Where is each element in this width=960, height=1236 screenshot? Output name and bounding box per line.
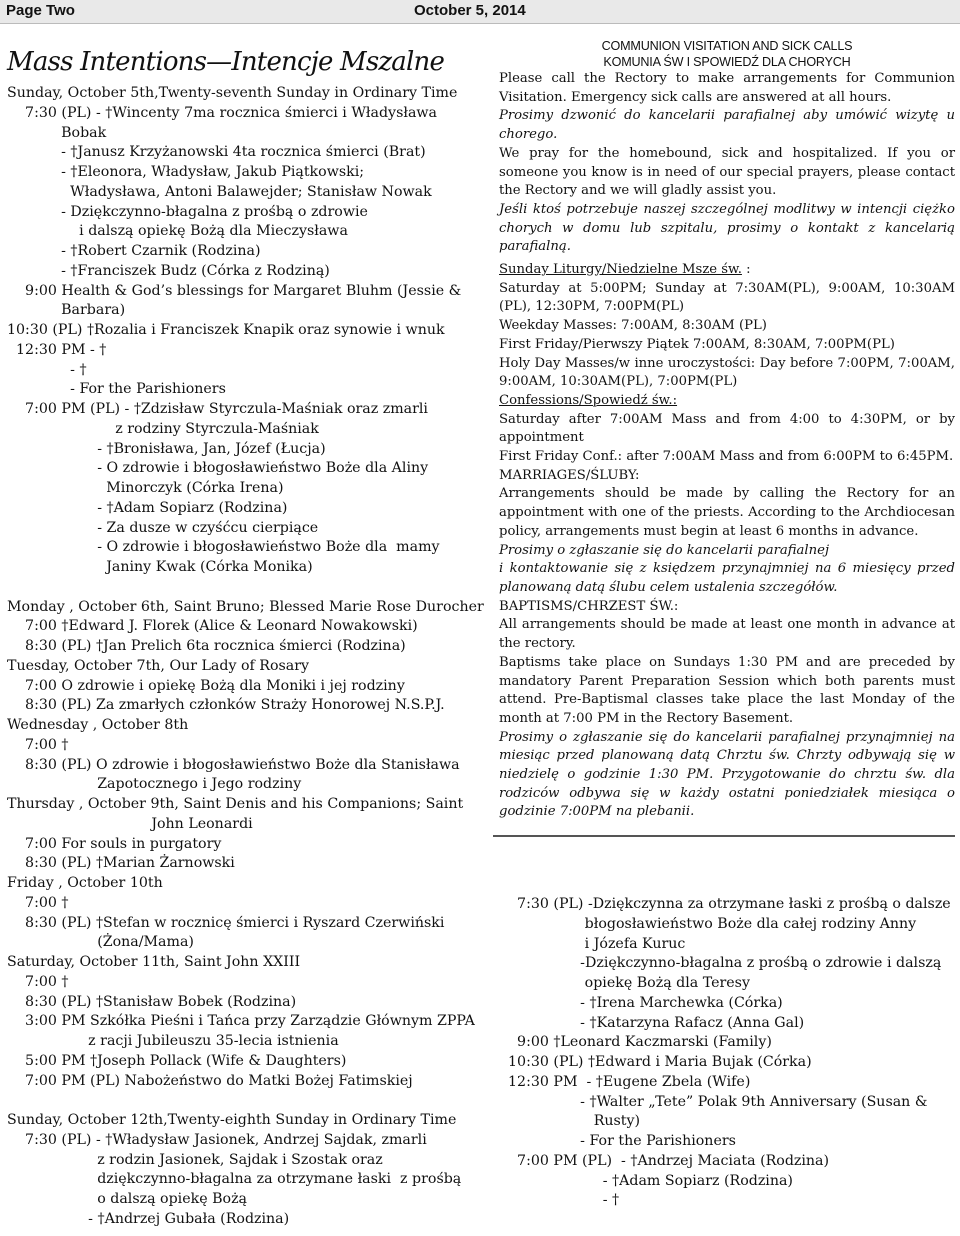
intention-line: 5:00 PM †Joseph Pollack (Wife & Daughters)	[7, 1052, 347, 1069]
intention-line: - †	[7, 361, 87, 378]
intention-line: 8:30 (PL) Za zmarłych członków Straży Honorowej N.S.P.J.	[7, 697, 445, 714]
weekday-masses: Weekday Masses: 7:00AM, 8:30AM (PL)	[499, 318, 767, 334]
intention-line: Janiny Kwak (Córka Monika)	[7, 559, 313, 575]
intention-line: - †Walter „Tete” Polak 9th Anniversary (Susan &	[499, 1093, 928, 1110]
intention-line: - †Robert Czarnik (Rodzina)	[7, 243, 261, 259]
intention-line: Bobak	[7, 124, 107, 141]
baptisms-text-2: Baptisms take place on Sundays 1:30 PM and are preceded by mandatory Parent Preparation Session which both parents must attend. Pre-Baptismal classes take place the last Monday of the month at 7:00 PM in the Rectory Basement.	[499, 654, 955, 726]
intention-line: 7:30 (PL) - †Władysław Jasionek, Andrzej Sajdak, zmarli	[7, 1131, 427, 1148]
baptisms-text-pl: Prosimy o zgłaszanie się do kancelarii parafialnej przynajmniej na miesiąc przed planowaną datą Chrztu św. Chrzty odbywają się w niedzielę o godzinie 1:30 PM. Przygotowanie do chrztu św. dla rodziców odbywa się w każdy ostatni poniedziałek miesiąca o godzinie 7:00PM na plebanii.	[499, 729, 955, 820]
intention-line	[7, 578, 485, 598]
intention-line: - Dziękczynno-błagalna z prośbą o zdrowie	[7, 203, 368, 220]
intention-line: 8:30 (PL) O zdrowie i błogosławieństwo Boże dla Stanisława	[7, 756, 460, 773]
intention-line: (Żona/Mama)	[7, 934, 194, 951]
intention-line: 3:00 PM Szkółka Pieśni i Tańca przy Zarządzie Głównym ZPPA	[7, 1013, 475, 1030]
intention-line: o dalszą opiekę Bożą	[7, 1191, 248, 1207]
marriages-text-pl-1: Prosimy o zgłaszanie się do kancelarii parafialnej	[499, 542, 830, 558]
intention-line: 8:30 (PL) †Stefan w rocznicę śmierci i Ryszard Czerwiński	[7, 914, 445, 931]
intention-line: Barbara)	[7, 302, 126, 319]
intention-line: Władysława, Antoni Balawejder; Stanisław Nowak	[7, 183, 432, 200]
intention-line: 7:00 PM (PL) - †Zdzisław Styrczula-Maśniak oraz zmarli	[7, 401, 428, 417]
communion-heading-pl: KOMUNIA ŚW I SPOWIEDŹ DLA CHORYCH	[603, 55, 851, 69]
intention-line: błogosławieństwo Boże dla całej rodziny Anny	[499, 915, 917, 932]
intention-line: i dalszą opiekę Bożą dla Mieczysława	[7, 223, 348, 240]
intention-line: 8:30 (PL) †Marian Żarnowski	[7, 855, 235, 872]
intention-line: opiekę Bożą dla Teresy	[499, 975, 750, 991]
intention-line: - Za dusze w czyśćcu cierpiące	[7, 519, 319, 536]
mass-intentions-continued	[499, 895, 955, 1211]
intention-line: - For the Parishioners	[499, 1133, 736, 1149]
intention-line: - †Katarzyna Rafacz (Anna Gal)	[499, 1014, 805, 1031]
intention-line: - †	[499, 1192, 620, 1209]
intention-line: 10:30 (PL) †Edward i Maria Bujak (Córka)	[499, 1054, 812, 1070]
intention-line: 9:00 Health & God’s blessings for Margaret Bluhm (Jessie &	[7, 282, 462, 299]
first-friday-masses: First Friday/Pierwszy Piątek 7:00AM, 8:30AM, 7:00PM(PL)	[499, 336, 895, 352]
intention-line: i Józefa Kuruc	[499, 935, 686, 952]
parish-info-column	[499, 38, 955, 837]
intention-line: 7:00 For souls in purgatory	[7, 835, 222, 852]
intention-line: Saturday, October 11th, Saint John XXIII	[7, 954, 301, 970]
baptisms-heading: BAPTISMS/CHRZEST ŚW.:	[499, 598, 679, 614]
intention-line: 10:30 (PL) †Rozalia i Franciszek Knapik oraz synowie i wnuk	[7, 322, 445, 338]
communion-heading-en: COMMUNION VISITATION AND SICK CALLS	[601, 39, 853, 53]
intention-line: - †Franciszek Budz (Córka z Rodziną)	[7, 262, 330, 279]
section-divider	[493, 835, 955, 837]
intention-line: 8:30 (PL) †Stanisław Bobek (Rodzina)	[7, 993, 297, 1010]
bulletin-date: October 5, 2014	[414, 2, 526, 19]
intention-line: Minorczyk (Córka Irena)	[7, 480, 284, 496]
intention-line: 7:00 †	[7, 894, 69, 911]
intention-line: 12:30 PM - †	[7, 341, 107, 358]
intention-line: - †Eleonora, Władysław, Jakub Piątkowski;	[7, 164, 365, 180]
intention-line: dziękczynno-błagalna za otrzymane łaski z prośbą	[7, 1171, 462, 1188]
confessions-heading: Confessions/Spowiedź św.:	[499, 392, 678, 408]
intention-line	[7, 1091, 485, 1111]
first-friday-confessions: First Friday Conf.: after 7:00AM Mass and from 6:00PM to 6:45PM.	[499, 449, 954, 465]
intention-line: 7:30 (PL) - †Wincenty 7ma rocznica śmierci i Władysława	[7, 104, 438, 121]
intention-line: 7:00 †	[7, 736, 69, 753]
intention-line: Thursday , October 9th, Saint Denis and his Companions; Saint	[7, 796, 464, 812]
intention-line: - †Andrzej Gubała (Rodzina)	[7, 1210, 290, 1227]
mass-intentions-column	[7, 40, 485, 1230]
intention-line: 7:00 O zdrowie i opiekę Bożą dla Moniki i jej rodziny	[7, 677, 405, 694]
sunday-liturgy-heading: Sunday Liturgy/Niedzielne Msze św. :	[499, 262, 751, 278]
intention-line: 9:00 †Leonard Kaczmarski (Family)	[499, 1034, 772, 1051]
intention-line: John Leonardi	[7, 815, 253, 832]
mass-intentions-continued-list	[499, 895, 955, 1211]
communion-paragraph-en: Please call the Rectory to make arrangements for Communion Visitation. Emergency sick calls are answered at all hours.	[499, 71, 955, 105]
intention-line: - †Janusz Krzyżanowski 4ta rocznica śmierci (Brat)	[7, 144, 426, 161]
sunday-liturgy-times: Saturday at 5:00PM; Sunday at 7:30AM(PL), 9:00AM, 10:30AM (PL), 12:30PM, 7:00PM(PL)	[499, 280, 955, 315]
prayer-paragraph-en: We pray for the homebound, sick and hospitalized. If you or someone you know is in need of our special prayers, please contact the Rectory and we will gladly assist you.	[499, 145, 955, 199]
intention-line: Sunday, October 12th,Twenty-eighth Sunday in Ordinary Time	[7, 1112, 457, 1128]
page-header	[0, 0, 960, 24]
holy-day-masses: Holy Day Masses/w inne uroczystości: Day before 7:00PM, 7:00AM, 9:00AM, 10:30AM(PL), 7:00PM(PL)	[499, 355, 955, 390]
marriages-heading: MARRIAGES/ŚLUBY:	[499, 467, 640, 483]
intention-line: 12:30 PM - †Eugene Zbela (Wife)	[499, 1073, 751, 1090]
intention-line: - †Bronisława, Jan, Józef (Łucja)	[7, 440, 326, 457]
page-title: Mass Intentions—Intencje Mszalne	[7, 47, 445, 77]
intention-line: - †Irena Marchewka (Córka)	[499, 994, 783, 1011]
intention-line: Zapotocznego i Jego rodziny	[7, 776, 302, 793]
intention-line: 7:00 PM (PL) Nabożeństwo do Matki Bożej Fatimskiej	[7, 1072, 413, 1089]
intention-line: z rodziny Styrczula-Maśniak	[7, 420, 319, 437]
confessions-text: Saturday after 7:00AM Mass and from 4:00 to 4:30PM, or by appointment	[499, 411, 955, 446]
intention-line: Sunday, October 5th,Twenty-seventh Sunday in Ordinary Time	[7, 85, 458, 101]
marriages-text-pl-2: i kontaktowanie się z księdzem przynajmniej na 6 miesięcy przed planowaną datą ślubu celem ustalenia szczegółów.	[499, 561, 955, 595]
baptisms-text-1: All arrangements should be made at least one month in advance at the rectory.	[499, 617, 955, 652]
communion-paragraph-pl: Prosimy dzwonić do kancelarii parafialnej aby umówić wizytę u chorego.	[499, 108, 955, 143]
marriages-text: Arrangements should be made by calling the Rectory for an appointment with one of the priests. According to the Archdiocesan policy, arrangements must begin at least 6 months in advance.	[499, 486, 955, 539]
intention-line: Tuesday, October 7th, Our Lady of Rosary	[7, 657, 310, 674]
intention-line: - †Adam Sopiarz (Rodzina)	[499, 1172, 793, 1189]
intention-line: - †Adam Sopiarz (Rodzina)	[7, 499, 288, 516]
intention-line: Wednesday , October 8th	[7, 717, 189, 733]
intention-line: 7:00 PM (PL) - †Andrzej Maciata (Rodzina)	[499, 1152, 830, 1169]
intention-line: Monday , October 6th, Saint Bruno; Blessed Marie Rose Durocher	[7, 598, 484, 615]
mass-intentions-list	[7, 84, 485, 1230]
intention-line: 7:00 †Edward J. Florek (Alice & Leonard Nowakowski)	[7, 618, 418, 635]
intention-line: z racji Jubileuszu 35-lecia istnienia	[7, 1033, 339, 1049]
intention-line: 8:30 (PL) †Jan Prelich 6ta rocznica śmierci (Rodzina)	[7, 638, 406, 654]
page-number: Page Two	[6, 2, 75, 19]
intention-line: Friday , October 10th	[7, 875, 163, 891]
intention-line: - O zdrowie i błogosławieństwo Boże dla mamy	[7, 539, 440, 556]
intention-line: 7:00 †	[7, 973, 69, 990]
prayer-paragraph-pl: Jeśli ktoś potrzebuje naszej szczególnej modlitwy w intencji ciężko chorych w domu lub szpitalu, prosimy o kontakt z kancelarią parafialną.	[499, 201, 955, 255]
intention-line: 7:30 (PL) -Dziękczynna za otrzymane łaski z prośbą o dalsze	[499, 896, 951, 912]
intention-line: - For the Parishioners	[7, 381, 226, 398]
intention-line: -Dziękczynno-błagalna z prośbą o zdrowie i dalszą	[499, 955, 942, 972]
intention-line: - O zdrowie i błogosławieństwo Boże dla Aliny	[7, 460, 429, 477]
intention-line: z rodzin Jasionek, Sajdak i Szostak oraz	[7, 1151, 383, 1168]
intention-line: Rusty)	[499, 1113, 641, 1130]
